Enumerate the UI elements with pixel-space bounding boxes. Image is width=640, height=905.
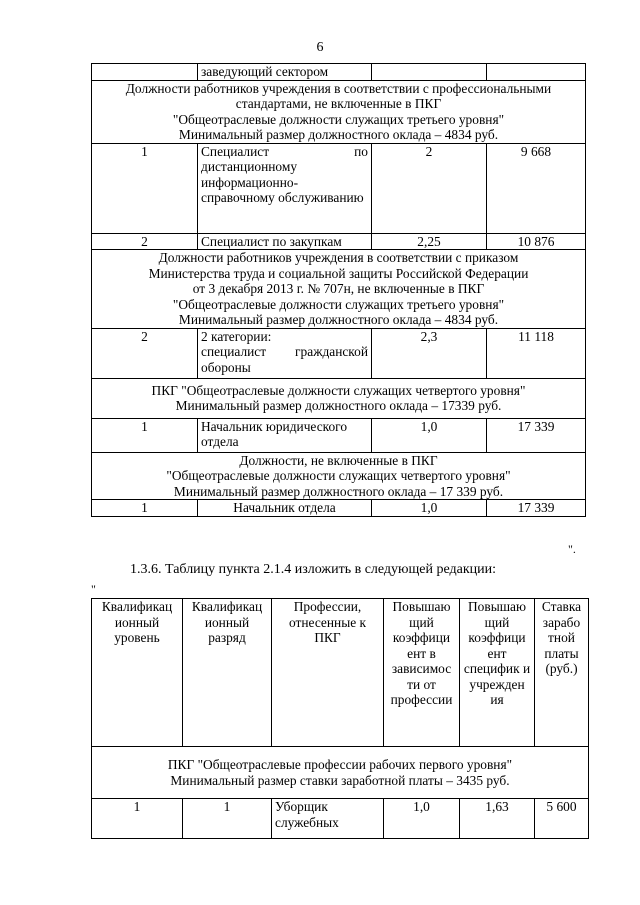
header-profession-coefficient: Повышаю щий коэффици ент в зависимос ти от профессии [384, 599, 460, 747]
coefficient: 2,25 [372, 233, 487, 250]
position-name: Начальник отдела [198, 500, 372, 517]
profession: Уборщик служебных [272, 799, 384, 839]
header-qualification-grade: Квалификац ионный разряд [183, 599, 272, 747]
table-row [92, 500, 586, 517]
closing-quote: ". [568, 542, 576, 556]
row-number: 2 [92, 328, 198, 378]
table-cell [372, 64, 487, 81]
table-cell [487, 64, 586, 81]
rate: 5 600 [535, 799, 589, 839]
page-number: 6 [316, 40, 324, 55]
salary: 11 118 [487, 328, 586, 378]
group-header-row [92, 378, 586, 418]
coefficient: 1,0 [372, 418, 487, 452]
amendment-paragraph: 1.3.6. Таблицу пункта 2.1.4 изложить в следующей редакции: [130, 562, 497, 577]
table-row [92, 799, 589, 839]
position-name: 2 категории: специалист гражданской обороны [198, 328, 372, 378]
position-name: Специалист по закупкам [198, 233, 372, 250]
table-header-row [92, 599, 589, 747]
header-institution-coefficient: Повышаю щий коэффици ент специфик и учрежден ия [460, 599, 535, 747]
coefficient: 1,0 [372, 500, 487, 517]
qualification-level: 1 [92, 799, 183, 839]
salary-table-positions [91, 63, 586, 517]
coefficient: 2,3 [372, 328, 487, 378]
row-number: 1 [92, 418, 198, 452]
profession-coefficient: 1,0 [384, 799, 460, 839]
salary: 10 876 [487, 233, 586, 250]
salary-table-workers [91, 598, 589, 839]
institution-coefficient: 1,63 [460, 799, 535, 839]
group-header-row [92, 747, 589, 799]
coefficient: 2 [372, 143, 487, 233]
table-row [92, 328, 586, 378]
group-header: ПКГ "Общеотраслевые должности служащих четвертого уровня" Минимальный размер должностного оклада – 17339 руб. [92, 378, 586, 418]
header-rate: Ставка зарабо тной платы (руб.) [535, 599, 589, 747]
table-row [92, 64, 586, 81]
position-name: Начальник юридического отдела [198, 418, 372, 452]
table-row [92, 233, 586, 250]
group-header: Должности, не включенные в ПКГ "Общеотраслевые должности служащих четвертого уровня" Минимальный размер должностного оклада – 17 339 руб. [92, 452, 586, 500]
qualification-grade: 1 [183, 799, 272, 839]
row-number: 1 [92, 500, 198, 517]
table-row [92, 418, 586, 452]
salary: 9 668 [487, 143, 586, 233]
table-cell: заведующий сектором [198, 64, 372, 81]
row-number: 2 [92, 233, 198, 250]
table-row [92, 143, 586, 233]
group-header-row [92, 80, 586, 143]
group-header: ПКГ "Общеотраслевые профессии рабочих первого уровня" Минимальный размер ставки заработной платы – 3435 руб. [92, 747, 589, 799]
header-qualification-level: Квалификац ионный уровень [92, 599, 183, 747]
group-header-row [92, 452, 586, 500]
group-header: Должности работников учреждения в соответствии с профессиональными стандартами, не включенные в ПКГ "Общеотраслевые должности служащих третьего уровня" Минимальный размер должностного оклада – 4834 руб. [92, 80, 586, 143]
salary: 17 339 [487, 418, 586, 452]
group-header: Должности работников учреждения в соответствии с приказом Министерства труда и социальной защиты Российской Федерации от 3 декабря 2013 г. № 707н, не включенные в ПКГ "Общеотраслевые должности служащих третьего уровня" Минимальный размер должностного оклада – 4834 руб. [92, 250, 586, 329]
table-cell [92, 64, 198, 81]
opening-quote: " [91, 582, 96, 596]
group-header-row [92, 250, 586, 329]
position-name: Специалист по дистанционному информационно-справочному обслуживанию [198, 143, 372, 233]
salary: 17 339 [487, 500, 586, 517]
header-professions: Профессии, отнесенные к ПКГ [272, 599, 384, 747]
row-number: 1 [92, 143, 198, 233]
